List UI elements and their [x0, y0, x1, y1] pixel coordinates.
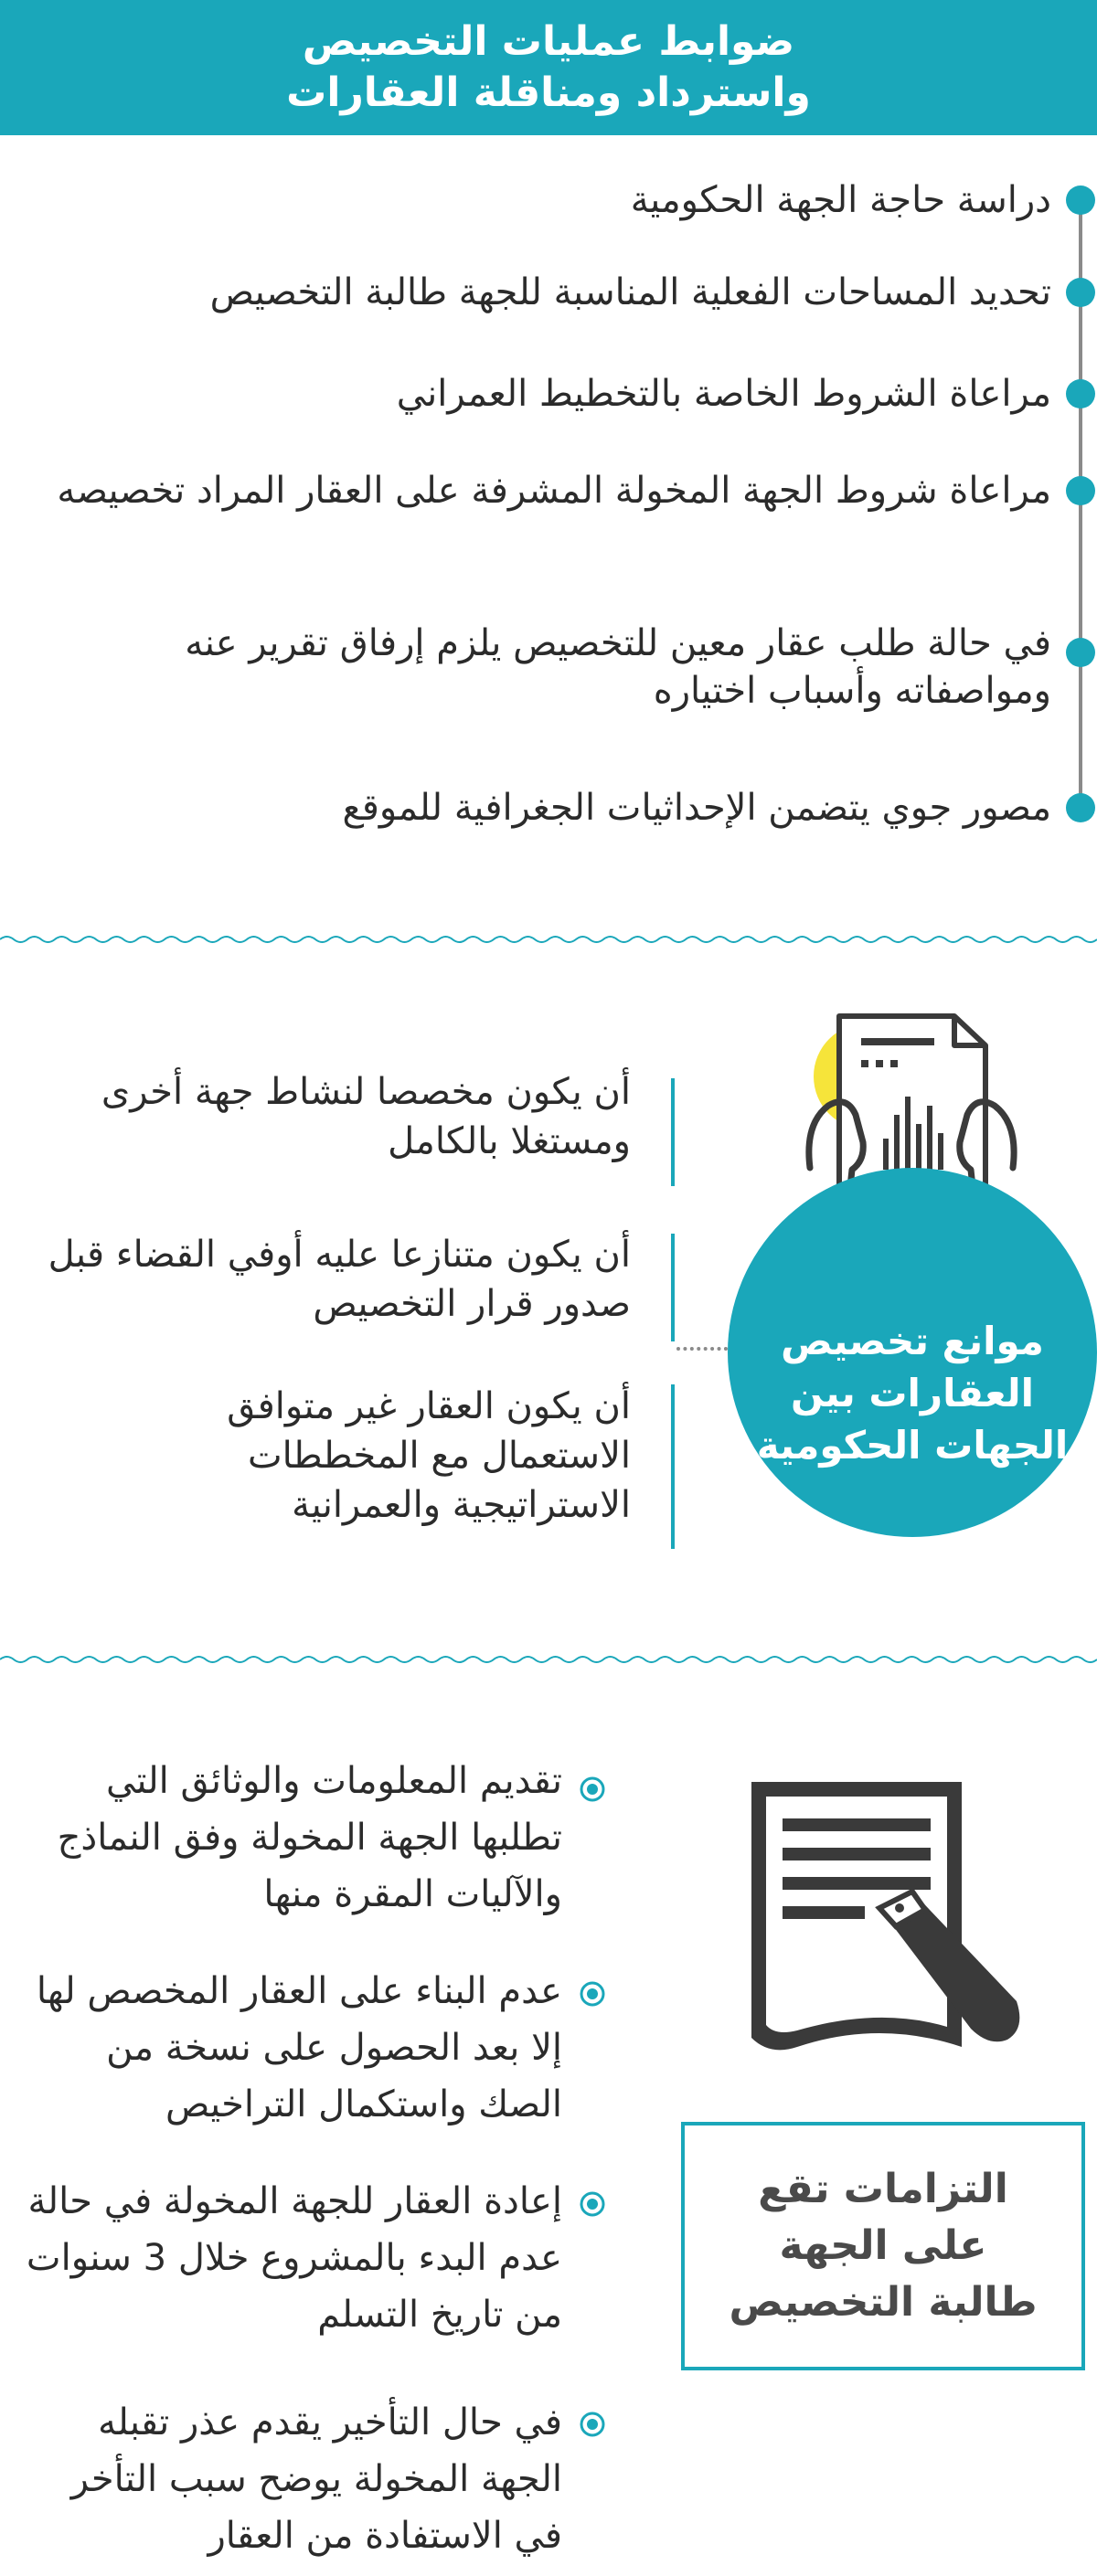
timeline-dot — [1066, 278, 1095, 307]
step-item: مراعاة الشروط الخاصة بالتخطيط العمراني — [396, 373, 1051, 415]
ring-dot-bullet-icon — [578, 2189, 607, 2219]
page-title-line-1: ضوابط عمليات التخصيص — [302, 18, 795, 65]
item-bar — [671, 1078, 675, 1186]
obstacle-item: أن يكون العقار غير متوافق الاستعمال مع المخططات الاستراتيجية والعمرانية — [227, 1385, 631, 1526]
ring-dot-bullet-icon — [578, 1775, 607, 1804]
obstacles-title-circle — [728, 1168, 1097, 1537]
timeline-dot — [1066, 186, 1095, 215]
wavy-divider — [0, 934, 1097, 945]
step-item: في حالة طلب عقار معين للتخصيص يلزم إرفاق تقرير عنه ومواصفاته وأسباب اختياره — [185, 622, 1051, 712]
obligations-title: التزامات تقع على الجهة طالبة التخصيص — [729, 2166, 1038, 2326]
obstacles-title: موانع تخصيص العقارات بين الجهات الحكومية — [756, 1319, 1069, 1468]
timeline-dot — [1066, 793, 1095, 822]
obstacle-item: أن يكون مخصصا لنشاط جهة أخرى ومستغلا بالكامل — [101, 1071, 631, 1162]
ring-dot-bullet-icon — [578, 2410, 607, 2439]
ring-dot-bullet-icon — [578, 1979, 607, 2009]
obligation-item: إعادة العقار للجهة المخولة في حالة عدم البدء بالمشروع خلال 3 سنوات من تاريخ التسلم — [26, 2180, 562, 2336]
step-item: مراعاة شروط الجهة المخولة المشرفة على العقار المراد تخصيصه — [57, 470, 1051, 512]
obligation-item: في حال التأخير يقدم عذر تقبله الجهة المخولة يوضح سبب التأخر في الاستفادة من العقار — [70, 2401, 562, 2557]
obligation-item: تقديم المعلومات والوثائق التي تطلبها الجهة المخولة وفق النماذج والآليات المقرة منها — [57, 1760, 562, 1915]
item-bar — [671, 1384, 675, 1549]
step-item: تحديد المساحات الفعلية المناسبة للجهة طالبة التخصيص — [209, 271, 1051, 313]
page-header — [0, 0, 1097, 135]
paper-fountain-pen-icon — [742, 1773, 1033, 2083]
timeline-dot — [1066, 379, 1095, 408]
wavy-divider — [0, 1654, 1097, 1665]
steps-timeline — [0, 174, 1097, 832]
timeline-dot — [1066, 476, 1095, 505]
item-bar — [671, 1234, 675, 1341]
obstacle-item: أن يكون متنازعا عليه أوفي القضاء قبل صدور قرار التخصيص — [48, 1234, 631, 1325]
obligation-item: عدم البناء على العقار المخصص لها إلا بعد الحصول على نسخة من الصك واستكمال التراخيص — [36, 1970, 562, 2125]
step-item: دراسة حاجة الجهة الحكومية — [630, 179, 1051, 221]
step-item: مصور جوي يتضمن الإحداثيات الجغرافية للموقع — [342, 787, 1051, 829]
obligations-title-card — [681, 2122, 1085, 2370]
timeline-dot — [1066, 638, 1095, 667]
page-title-line-2: واسترداد ومناقلة العقارات — [286, 69, 811, 116]
dotted-connector — [676, 1347, 728, 1351]
